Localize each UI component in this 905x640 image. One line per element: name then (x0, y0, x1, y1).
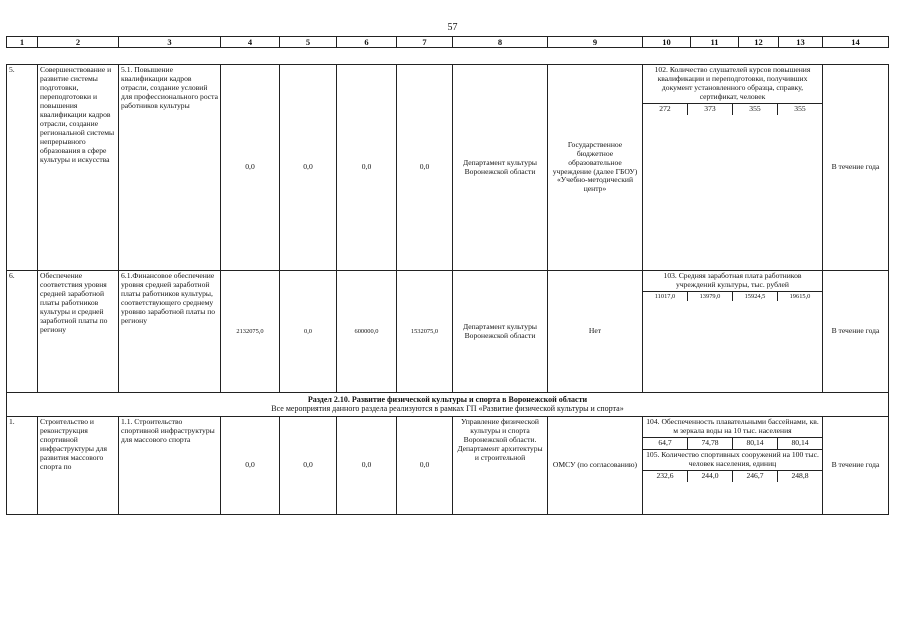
indicator-value: 11017,0 (643, 292, 688, 302)
row-participant: ОМСУ (по согласованию) (548, 416, 643, 514)
row-term: В течение года (823, 65, 889, 271)
row-term: В течение года (823, 271, 889, 393)
page-number: 57 (447, 22, 458, 33)
row-goal: Совершенствование и развитие системы подготовки, переподготовки и повышения квалификации кадров отрасли, создание региональной системы непрерывного образования в сфере культуры и искусства (38, 65, 119, 271)
indicator-value: 13979,0 (688, 292, 733, 302)
col-5: 5 (280, 37, 337, 48)
table-row (7, 271, 889, 393)
col-7: 7 (397, 37, 453, 48)
spacer-row (7, 48, 889, 65)
col-2: 2 (38, 37, 119, 48)
indicator-text: 104. Обеспеченность плавательными бассейнами, кв. м зеркала воды на 10 тыс. населения (643, 417, 822, 438)
row-c7: 1532075,0 (397, 271, 453, 393)
indicator-text: 105. Количество спортивных сооружений на 100 тыс. человек населения, единиц (643, 450, 822, 471)
indicator-text: 102. Количество слушателей курсов повышения квалификации и переподготовки, получивших документ установленного образца, справку, сертификат, человек (643, 65, 822, 104)
indicator-value: 232,6 (643, 471, 688, 482)
col-9: 9 (548, 37, 643, 48)
col-14: 14 (823, 37, 889, 48)
col-13: 13 (779, 37, 823, 48)
row-term: В течение года (823, 416, 889, 514)
indicator-value: 355 (794, 103, 806, 113)
row-c6: 600000,0 (337, 271, 397, 393)
row-c7: 0,0 (397, 416, 453, 514)
indicator-value: 15924,5 (733, 292, 778, 302)
column-header-row (7, 37, 889, 48)
col-12: 12 (739, 37, 779, 48)
row-c4: 0,0 (221, 65, 280, 271)
section-subtitle: Все мероприятия данного раздела реализуются в рамках ГП «Развитие физической культуры и спорта» (271, 404, 624, 414)
indicator-value: 272 (643, 104, 688, 115)
row-goal: Обеспечение соответствия уровня средней заработной платы работников культуры и средней заработной платы по региону (38, 271, 119, 393)
indicator-value: 248,8 (791, 470, 809, 480)
indicator-value: 373 (688, 104, 733, 115)
indicator-text: 103. Средняя заработная плата работников учреждений культуры, тыс. рублей (643, 271, 822, 292)
row-c4: 2132075,0 (221, 271, 280, 393)
indicator-value: 80,14 (733, 438, 778, 449)
row-task: 1.1. Строительство спортивной инфраструктуры для массового спорта (119, 416, 221, 514)
row-c7: 0,0 (397, 65, 453, 271)
row-c5: 0,0 (280, 416, 337, 514)
row-participant: Нет (548, 271, 643, 393)
col-8: 8 (453, 37, 548, 48)
row-c6: 0,0 (337, 416, 397, 514)
row-task: 5.1. Повышение квалификации кадров отрасли, создание условий для профессионального роста работников культуры (119, 65, 221, 271)
col-10: 10 (643, 37, 691, 48)
col-4: 4 (221, 37, 280, 48)
section-header (7, 393, 889, 417)
col-1: 1 (7, 37, 38, 48)
col-3: 3 (119, 37, 221, 48)
col-11: 11 (691, 37, 739, 48)
indicator-cell (643, 65, 823, 271)
row-task: 6.1.Финансовое обеспечение уровня средней заработной платы работников культуры, соответствующего среднему уровню заработной платы по региону (119, 271, 221, 393)
row-c5: 0,0 (280, 65, 337, 271)
row-num: 5. (7, 65, 38, 271)
indicator-cell (643, 416, 823, 514)
row-num: 6. (7, 271, 38, 393)
indicator-value: 19615,0 (789, 292, 811, 300)
program-table (6, 36, 889, 515)
indicator-value: 246,7 (733, 471, 778, 482)
row-participant: Государственное бюджетное образовательное учреждение (далее ГБОУ) «Учебно-методический центр» (548, 65, 643, 271)
indicator-value: 74,78 (688, 438, 733, 449)
indicator-value: 80,14 (791, 437, 809, 447)
row-executor: Департамент культуры Воронежской области (453, 271, 548, 393)
indicator-value: 64,7 (643, 438, 688, 449)
indicator-cell (643, 271, 823, 393)
row-goal: Строительство и реконструкция спортивной инфраструктуры для развития массового спорта по (38, 416, 119, 514)
indicator-value: 355 (733, 104, 778, 115)
row-c6: 0,0 (337, 65, 397, 271)
row-c4: 0,0 (221, 416, 280, 514)
table-row (7, 65, 889, 271)
row-c5: 0,0 (280, 271, 337, 393)
row-num: 1. (7, 416, 38, 514)
row-executor: Департамент культуры Воронежской области (453, 65, 548, 271)
indicator-value: 244,0 (688, 471, 733, 482)
col-6: 6 (337, 37, 397, 48)
table-row (7, 416, 889, 514)
section-header-row (7, 393, 889, 417)
section-title: Раздел 2.10. Развитие физической культуры и спорта в Воронежской области (307, 395, 588, 405)
row-executor: Управление физической культуры и спорта Воронежской области. Департамент архитектуры и строительной (453, 416, 548, 514)
